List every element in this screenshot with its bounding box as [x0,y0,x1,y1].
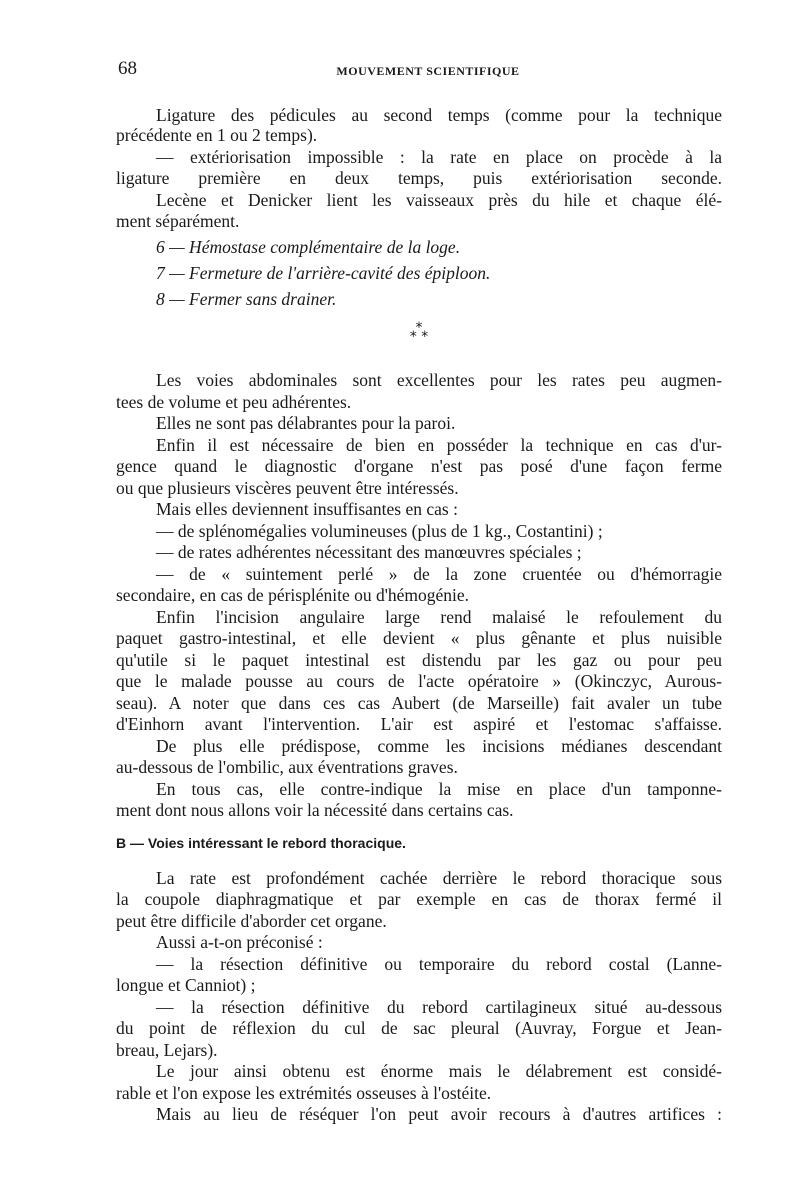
text-line: ment dont nous allons voir la nécessité dans certains cas. [116,800,514,820]
section-heading: B — Voies intéressant le rebord thoracique. [116,835,406,851]
list-item-6: 6 — Hémostase complémentaire de la loge. [156,237,461,257]
text-line: Aussi a-t-on préconisé : [156,932,323,952]
text-line: Mais au lieu de réséquer l'on peut avoir recours à d'autres artifices : [156,1104,722,1124]
running-title: MOUVEMENT SCIENTIFIQUE [336,64,520,78]
text-line: secondaire, en cas de périsplénite ou d'hémogénie. [116,585,470,605]
text-line: au-dessous de l'ombilic, aux éventrations graves. [116,757,458,777]
text-line: du point de réflexion du cul de sac pleural (Auvray, Forgue et Jean- [116,1018,722,1038]
page-number: 68 [118,58,137,79]
text-line: Mais elles deviennent insuffisantes en cas : [156,499,458,519]
text-line: Les voies abdominales sont excellentes pour les rates peu augmen- [156,370,722,390]
text-line: ligature première en deux temps, puis extériorisation seconde. [116,168,722,188]
list-item-7: 7 — Fermeture de l'arrière-cavité des épiploon. [156,263,491,283]
text-line: En tous cas, elle contre-indique la mise en place d'un tamponne- [156,779,722,799]
text-line: Lecène et Denicker lient les vaisseaux près du hile et chaque élé- [156,190,722,210]
text-line: d'Einhorn avant l'intervention. L'air est aspiré et l'estomac s'affaisse. [116,714,722,734]
text-line: — de rates adhérentes nécessitant des manœuvres spéciales ; [156,542,582,562]
text-line: — extériorisation impossible : la rate en place on procède à la [156,147,722,167]
text-line: breau, Lejars). [116,1040,218,1060]
text-line: gence quand le diagnostic d'organe n'est pas posé d'une façon ferme [116,456,722,476]
text-line: longue et Canniot) ; [116,975,256,995]
text-line: Ligature des pédicules au second temps (comme pour la technique [156,105,722,125]
text-line: ou que plusieurs viscères peuvent être intéressés. [116,478,459,498]
text-line: — la résection définitive du rebord cartilagineux situé au-dessous [156,997,722,1017]
text-line: De plus elle prédispose, comme les incisions médianes descendant [156,736,722,756]
text-line: Le jour ainsi obtenu est énorme mais le délabrement est considé- [156,1061,722,1081]
text-line: — de « suintement perlé » de la zone cruentée ou d'hémorragie [156,564,722,584]
text-line: — de splénomégalies volumineuses (plus de 1 kg., Costantini) ; [156,521,603,541]
page-header [118,58,738,82]
text-line: La rate est profondément cachée derrière le rebord thoracique sous [156,868,722,888]
text-line: peut être difficile d'aborder cet organe. [116,911,387,931]
text-line: — la résection définitive ou temporaire du rebord costal (Lanne- [156,954,722,974]
text-line: rable et l'on expose les extrémités osseuses à l'ostéite. [116,1083,492,1103]
text-line: Enfin l'incision angulaire large rend malaisé le refoulement du [156,607,722,627]
text-line: Elles ne sont pas délabrantes pour la paroi. [156,413,456,433]
text-line: tees de volume et peu adhérentes. [116,392,352,412]
text-line: seau). A noter que dans ces cas Aubert (de Marseille) fait avaler un tube [116,693,722,713]
text-line: ment séparément. [116,211,240,231]
text-line: paquet gastro-intestinal, et elle devient « plus gênante et plus nuisible [116,628,722,648]
text-line: Enfin il est nécessaire de bien en posséder la technique en cas d'ur- [156,435,722,455]
text-line: précédente en 1 ou 2 temps). [116,125,318,145]
list-item-8: 8 — Fermer sans drainer. [156,289,337,309]
section-separator: * * * [409,320,429,345]
text-line: la coupole diaphragmatique et par exemple en cas de thorax fermé il [116,889,722,909]
text-line: qu'utile si le paquet intestinal est distendu par les gaz ou pour peu [116,650,722,670]
text-line: que le malade pousse au cours de l'acte opératoire » (Okinczyc, Aurous- [116,671,722,691]
